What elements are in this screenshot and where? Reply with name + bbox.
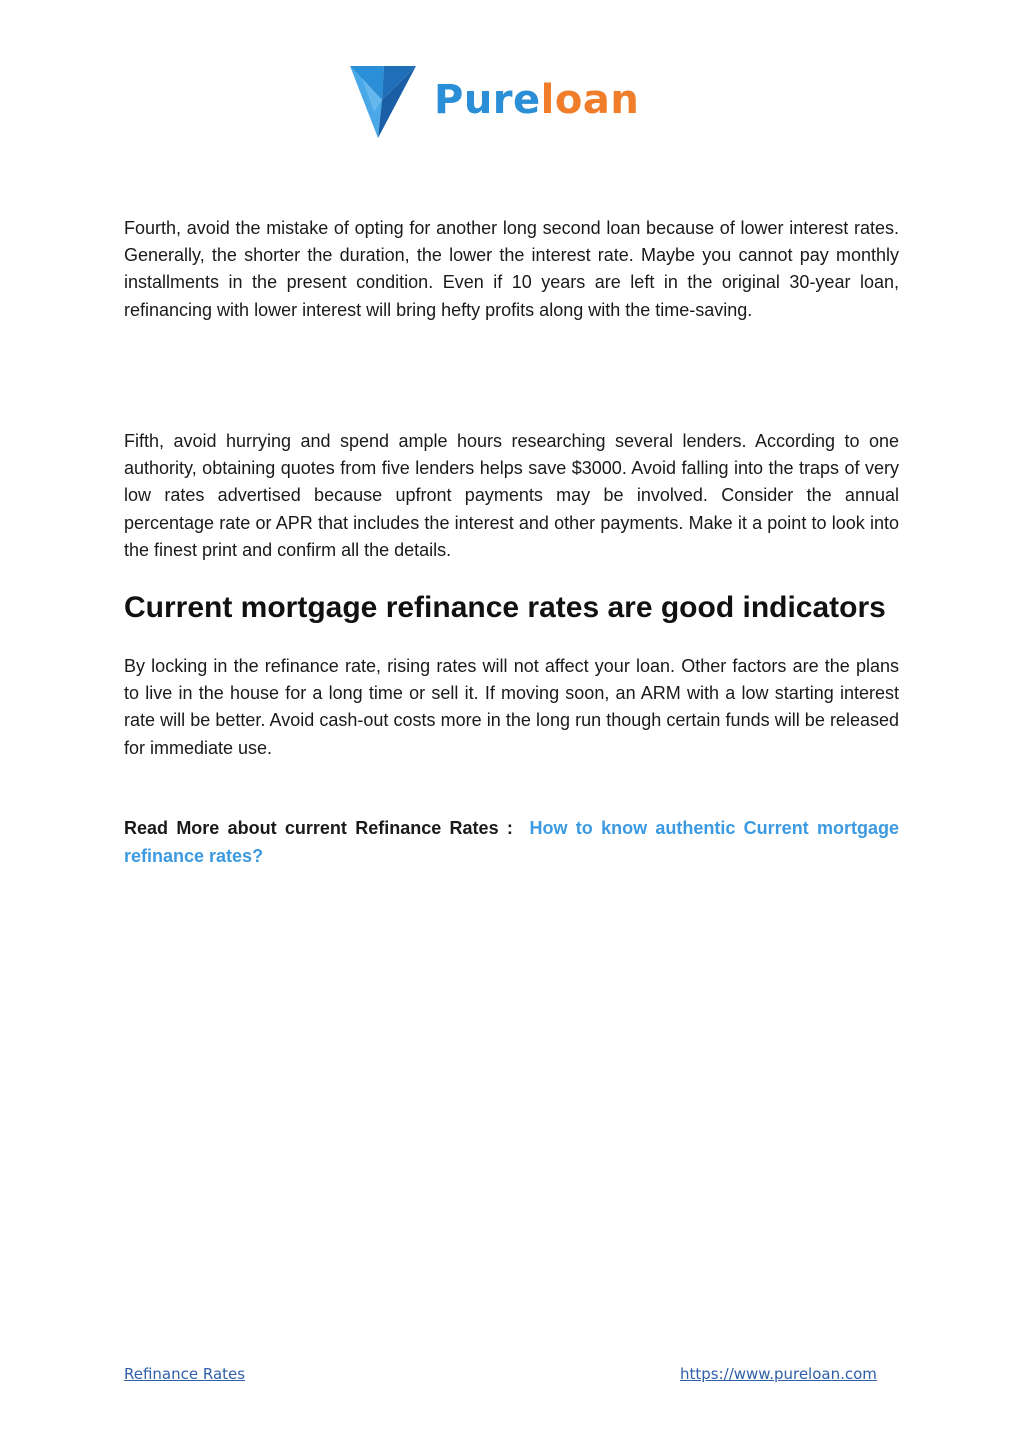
read-more <box>124 814 899 870</box>
logo-text-loan: loan <box>540 77 640 123</box>
logo-wordmark <box>434 72 639 128</box>
section-heading: Current mortgage refinance rates are good indicators <box>124 591 886 624</box>
read-more-label: Read More about current Refinance Rates : <box>124 818 513 838</box>
pureloan-logo <box>348 62 668 142</box>
paragraph-locking: By locking in the refinance rate, rising rates will not affect your loan. Other factors are the plans to live in the house for a long time or sell it. If moving soon, an ARM with a low starting interest rate will be better. Avoid cash-out costs more in the long run though certain funds will be released for immediate use. <box>124 656 899 758</box>
read-more-link[interactable]: How to know authentic Current mortgage refinance rates? <box>124 818 899 866</box>
paragraph-fourth: Fourth, avoid the mistake of opting for another long second loan because of lower interest rates. Generally, the shorter the duration, the lower the interest rate. Maybe you cannot pay monthly installments in the present condition. Even if 10 years are left in the original 30-year loan, refinancing with lower interest will bring hefty profits along with the time-saving. <box>124 218 899 320</box>
footer-refinance-rates-link[interactable]: Refinance Rates <box>124 1365 246 1383</box>
triangle-logo-icon <box>348 62 418 140</box>
paragraph-fifth: Fifth, avoid hurrying and spend ample hours researching several lenders. According to one authority, obtaining quotes from five lenders helps save $3000. Avoid falling into the traps of very low rates advertised because upfront payments may be involved. Consider the annual percentage rate or APR that includes the interest and other payments. Make it a point to look into the finest print and confirm all the details. <box>124 431 899 560</box>
logo-text-pure: Pure <box>434 77 541 123</box>
footer-website-link[interactable]: https://www.pureloan.com <box>680 1365 877 1383</box>
